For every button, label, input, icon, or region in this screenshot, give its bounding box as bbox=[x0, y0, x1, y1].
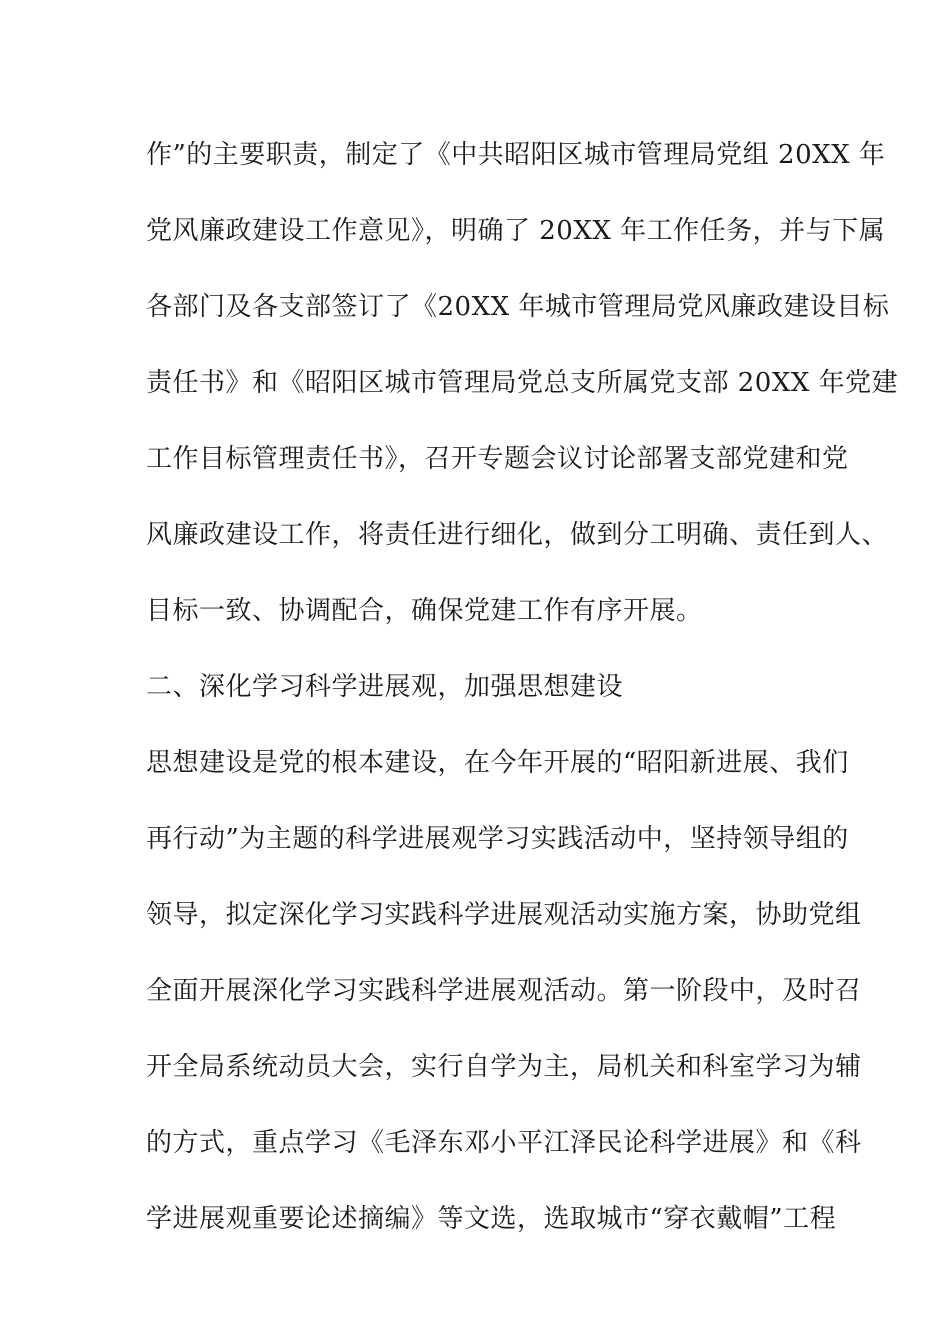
text-line: 各部门及各支部签订了《20XX 年城市管理局党风廉政建设目标 bbox=[146, 292, 890, 322]
text-line: 再行动”为主题的科学进展观学习实践活动中，坚持领导组的 bbox=[146, 824, 849, 854]
text-line: 风廉政建设工作，将责任进行细化，做到分工明确、责任到人、 bbox=[146, 520, 889, 550]
text-line: 的方式，重点学习《毛泽东邓小平江泽民论科学进展》和《科 bbox=[146, 1128, 862, 1158]
text-line: 思想建设是党的根本建设，在今年开展的“昭阳新进展、我们 bbox=[146, 748, 849, 778]
document-body bbox=[146, 133, 899, 1273]
text-line: 党风廉政建设工作意见》，明确了 20XX 年工作任务，并与下属 bbox=[146, 216, 886, 246]
text-line: 学进展观重要论述摘编》等文选，选取城市“穿衣戴帽”工程 bbox=[146, 1204, 837, 1234]
section-heading: 二、深化学习科学进展观，加强思想建设 bbox=[146, 672, 624, 702]
text-line: 责任书》和《昭阳区城市管理局党总支所属党支部 20XX 年党建 bbox=[146, 368, 899, 398]
text-line: 目标一致、协调配合，确保党建工作有序开展。 bbox=[146, 596, 703, 626]
text-line: 全面开展深化学习实践科学进展观活动。第一阶段中，及时召 bbox=[146, 976, 862, 1006]
text-line: 开全局系统动员大会，实行自学为主，局机关和科室学习为辅 bbox=[146, 1052, 862, 1082]
text-line: 作”的主要职责，制定了《中共昭阳区城市管理局党组 20XX 年 bbox=[146, 140, 886, 170]
text-line: 工作目标管理责任书》，召开专题会议讨论部署支部党建和党 bbox=[146, 444, 849, 474]
text-line: 领导，拟定深化学习实践科学进展观活动实施方案，协助党组 bbox=[146, 900, 862, 930]
